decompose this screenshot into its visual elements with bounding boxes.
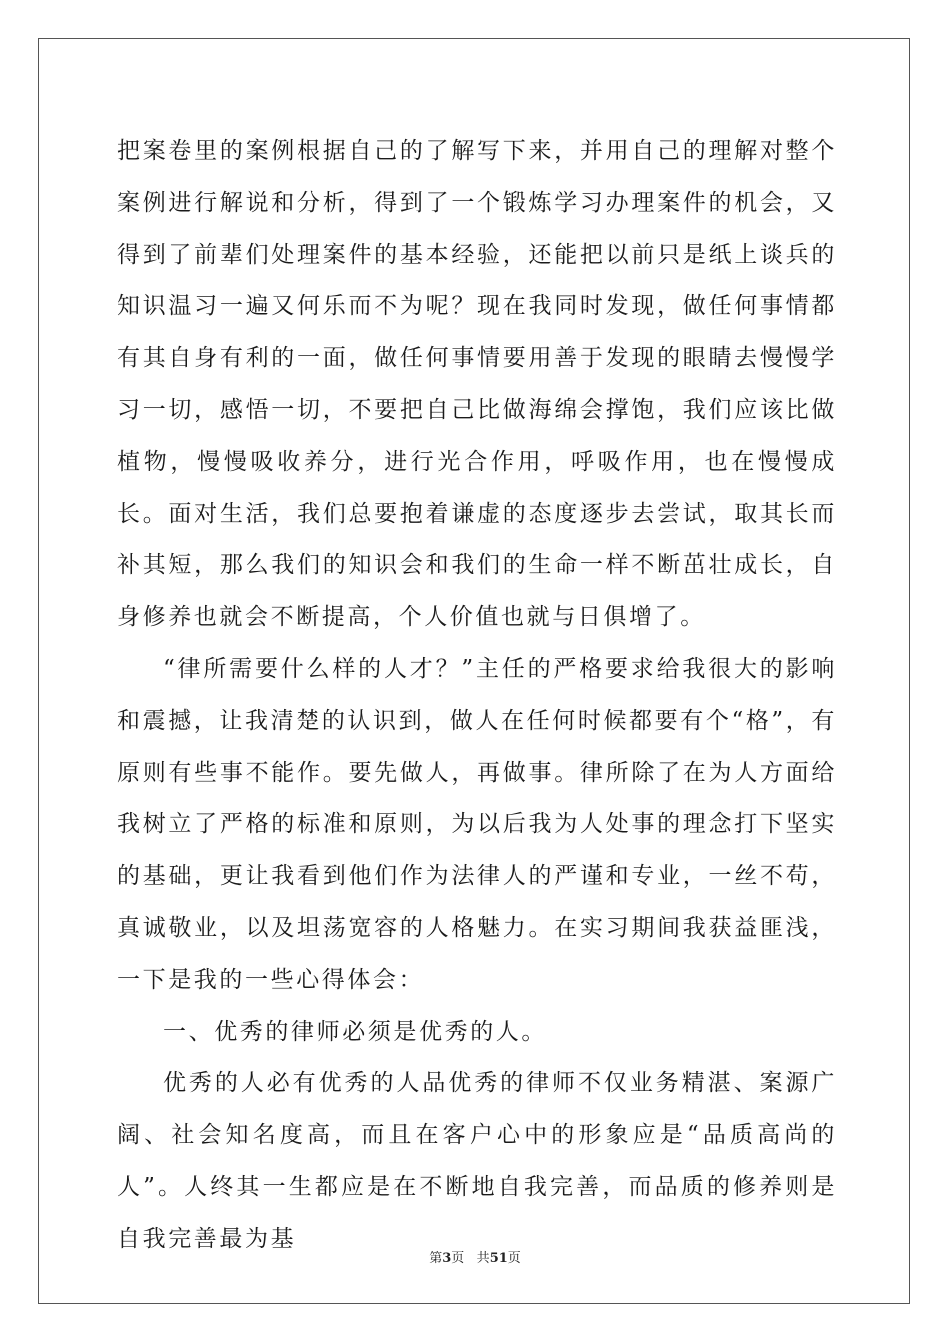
current-page-number: 3 <box>442 1251 452 1266</box>
total-label-prefix: 共 <box>476 1251 490 1266</box>
paragraph-4: 优秀的人必有优秀的人品优秀的律师不仅业务精湛、案源广阔、社会知名度高，而且在客户心中的形象应是“品质高尚的人”。人终其一生都应是在不断地自我完善，而品质的修养则是自我完善最为基 <box>117 1070 837 1252</box>
document-body <box>117 126 837 1266</box>
paragraph-1: 把案卷里的案例根据自己的了解写下来，并用自己的理解对整个案例进行解说和分析，得到了一个锻炼学习办理案件的机会，又得到了前辈们处理案件的基本经验，还能把以前只是纸上谈兵的知识温习一遍又何乐而不为呢？现在我同时发现，做任何事情都有其自身有利的一面，做任何事情要用善于发现的眼睛去慢慢学习一切，感悟一切，不要把自己比做海绵会撑饱，我们应该比做植物，慢慢吸收养分，进行光合作用，呼吸作用，也在慢慢成长。面对生活，我们总要抱着谦虚的态度逐步去尝试，取其长而补其短，那么我们的知识会和我们的生命一样不断茁壮成长，自身修养也就会不断提高，个人价值也就与日俱增了。 <box>117 138 837 631</box>
total-label-suffix: 页 <box>507 1251 521 1266</box>
paragraph-3-heading: 一、优秀的律师必须是优秀的人。 <box>163 1018 547 1045</box>
page-footer <box>0 1247 950 1266</box>
total-page-count: 51 <box>489 1251 508 1266</box>
page-label-prefix: 第 <box>429 1251 443 1266</box>
page-label-suffix: 页 <box>451 1251 465 1266</box>
paragraph-2: “律所需要什么样的人才？”主任的严格要求给我很大的影响和震撼，让我清楚的认识到，做人在任何时候都要有个“格”，有原则有些事不能作。要先做人，再做事。律所除了在为人方面给我树立了严格的标准和原则，为以后我为人处事的理念打下坚实的基础，更让我看到他们作为法律人的严谨和专业，一丝不苟，真诚敬业，以及坦荡宽容的人格魅力。在实习期间我获益匪浅，一下是我的一些心得体会： <box>117 655 837 993</box>
